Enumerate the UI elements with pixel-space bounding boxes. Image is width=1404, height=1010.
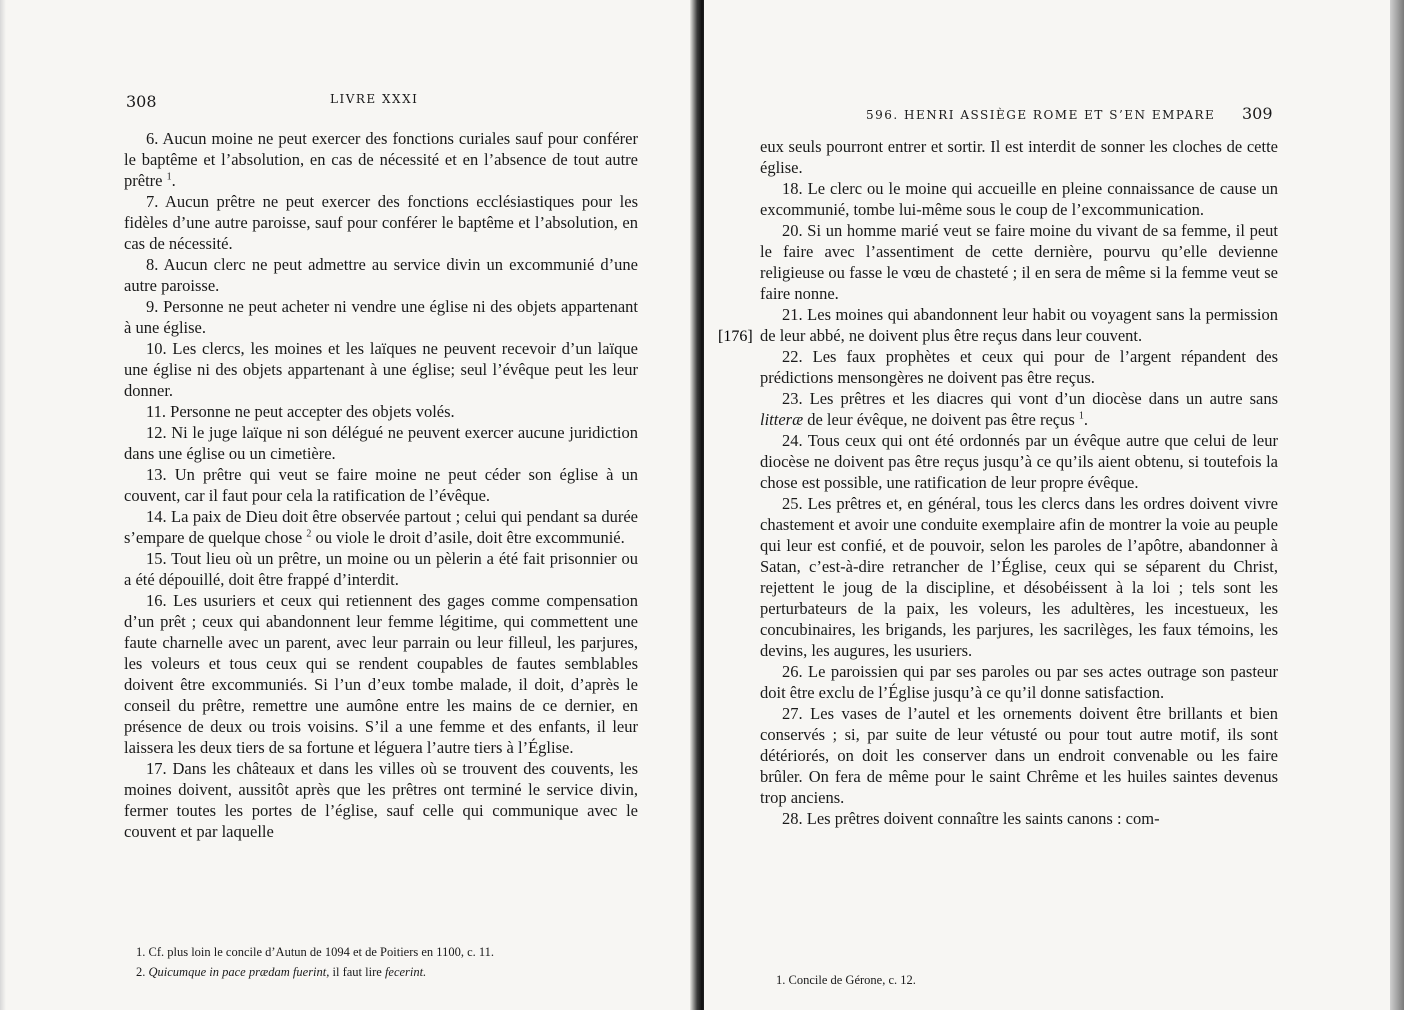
paragraph: 27. Les vases de l’autel et les ornements doivent être brillants et bien conservés ; si, par suite de leur vétusté ou pour tout autre motif, ils sont détériorés, on doit les conserver dans un endroit convenable ou les faire brûler. On fera de même pour le saint Chrême et les huiles saintes devenus trop anciens. [760,704,1278,807]
page-number: 308 [126,92,157,111]
paragraph: 12. Ni le juge laïque ni son délégué ne peuvent exercer aucune juridiction dans une église ou un cimetière. [124,423,638,463]
footnote-ref: 2 [306,528,312,540]
paragraph: 8. Aucun clerc ne peut admettre au service divin un excommunié d’une autre paroisse. [124,255,638,295]
paragraph: 15. Tout lieu où un prêtre, un moine ou un pèlerin a été fait prisonnier ou a été dépouillé, doit être frappé d’interdit. [124,549,638,589]
paragraph: 24. Tous ceux qui ont été ordonnés par un évêque autre que celui de leur diocèse ne doivent pas être reçus jusqu’à ce qu’ils aient obtenu, si toutefois la chose est possible, une ratification de leur propre évêque. [760,431,1278,492]
paragraph: 26. Le paroissien qui par ses paroles ou par ses actes outrage son pasteur doit être exclu de l’Église jusqu’à ce qu’il donne satisfaction. [760,662,1278,702]
paragraph: 22. Les faux prophètes et ceux qui pour de l’argent répandent des prédictions mensongères ne doivent pas être reçus. [760,347,1278,387]
paragraph: 9. Personne ne peut acheter ni vendre une église ni des objets appartenant à une église. [124,297,638,337]
left-page [0,0,700,1010]
paragraph: 17. Dans les châteaux et dans les villes où se trouvent des couvents, les moines doivent, aussitôt après que les prêtres ont terminé le service divin, fermer toutes les portes de l’église, sauf celle qui communique avec le couvent et par laquelle [124,759,638,841]
right-footnotes [776,970,1256,990]
margin-page-reference: [176] [718,328,753,345]
paragraph: 11. Personne ne peut accepter des objets volés. [146,402,455,421]
paragraph: 21. Les moines qui abandonnent leur habit ou voyagent sans la permission de leur abbé, ne doivent plus être reçus dans leur couvent. [760,305,1278,345]
footnote: 2. Quicumque in pace prædam fuerint, il faut lire fecerint. [136,965,427,979]
page-number: 309 [1242,104,1273,123]
footnote: 1. Concile de Gérone, c. 12. [776,973,916,987]
right-body-text [760,136,1278,829]
paragraph: 13. Un prêtre qui veut se faire moine ne peut céder son église à un couvent, car il faut pour cela la ratification de l’évêque. [124,465,638,505]
footnote-ref: 1 [1078,410,1084,422]
paragraph: 6. Aucun moine ne peut exercer des fonctions curiales sauf pour conférer le baptême et l’absolution, en cas de nécessité et en l’absence de tout autre prêtre $^1$. [124,129,638,190]
paragraph: 7. Aucun prêtre ne peut exercer des fonctions ecclésiastiques pour les fidèles d’une autre paroisse, sauf pour conférer le baptême et l’absolution, en cas de nécessité. [124,192,638,253]
page-edge-shadow [0,0,6,1010]
paragraph: 20. Si un homme marié veut se faire moine du vivant de sa femme, il peut le faire avec l’assentiment de cette dernière, pourvu qu’elle devienne religieuse ou fasse le vœu de chasteté ; il en sera de même si la femme veut se faire nonne. [760,221,1278,303]
paragraph: 23. Les prêtres et les diacres qui vont d’un diocèse dans un autre sans litteræ de leur évêque, ne doivent pas être reçus $^1$. [760,389,1278,429]
paragraph: 16. Les usuriers et ceux qui retiennent des gages comme compensation d’un prêt ; ceux qui abandonnent leur femme légitime, qui commettent une faute charnelle avec un parent, avec leur parrain ou leur filleul, les parjures, les voleurs et tous ceux qui se rendent coupables de fautes semblables doivent être excommuniés. Si l’un d’eux tombe malade, il doit, d’après le conseil du prêtre, remettre une aumône entre les mains de ce dernier, en présence de deux ou trois voisins. S’il a une femme et des enfants, il leur laissera les deux tiers de sa fortune et léguera l’autre tiers à l’Église. [124,591,638,757]
paragraph: 10. Les clercs, les moines et les laïques ne peuvent recevoir d’un laïque une église ni des objets appartenant à une église; seul l’évêque peut les leur donner. [124,339,638,400]
running-head: LIVRE XXXI [330,92,419,106]
paragraph: 25. Les prêtres et, en général, tous les clercs dans les ordres doivent vivre chastement et avoir une conduite exemplaire afin de montrer la voie au peuple qui leur est confié, et de pouvoir, selon les paroles de l’apôtre, abandonner à Satan, c’est-à-dire retrancher de l’Église, ceux qui se séparent du Christ, rejettent le joug de la discipline, et désobéissent à la loi ; tels sont les perturbateurs de la paix, les voleurs, les adultères, les incestueux, les concubinaires, les brigands, les parjures, les sacrilèges, les faux témoins, les devins, les augures, les usuriers. [760,494,1278,660]
paragraph: 18. Le clerc ou le moine qui accueille en pleine connaissance de cause un excommunié, tombe lui-même sous le coup de l’excommunication. [760,179,1278,219]
running-head: 596. HENRI ASSIÈGE ROME ET S’EN EMPARE [866,108,1216,122]
paragraph: 28. Les prêtres doivent connaître les saints canons : com- [782,809,1160,828]
right-page [704,0,1394,1010]
right-page-edge [1390,0,1404,1010]
left-footnotes [136,942,636,982]
footnote-ref: 1 [166,171,172,183]
paragraph-continuation: eux seuls pourront entrer et sortir. Il est interdit de sonner les cloches de cette église. [760,137,1278,177]
paragraph: 14. La paix de Dieu doit être observée partout ; celui qui pendant sa durée s’empare de quelque chose $^2$ ou viole le droit d’asile, doit être excommunié. [124,507,638,547]
left-body-text [124,128,638,842]
footnote: 1. Cf. plus loin le concile d’Autun de 1094 et de Poitiers en 1100, c. 11. [136,945,495,959]
